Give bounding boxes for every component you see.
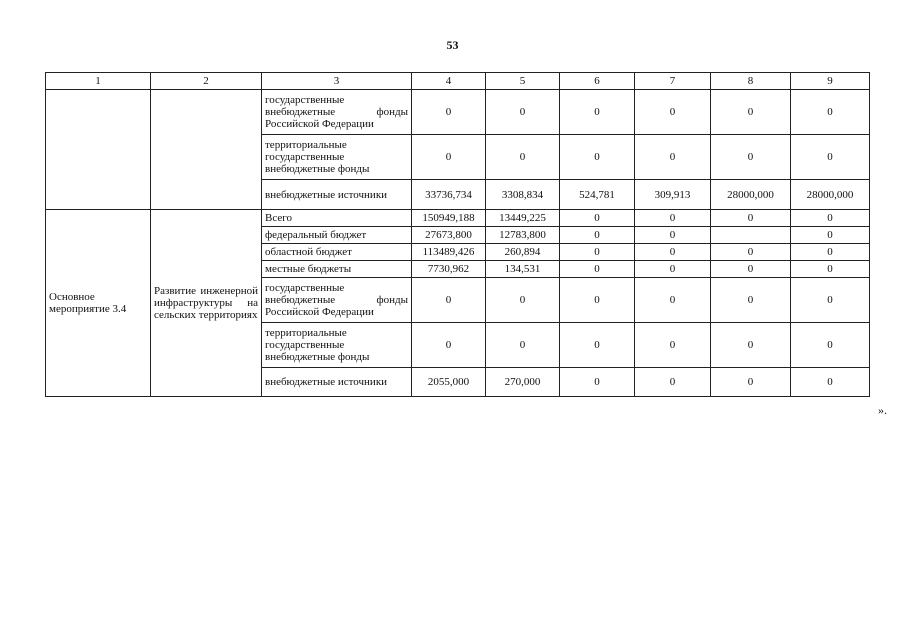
value-cell: 0 (412, 90, 486, 135)
value-cell: 33736,734 (412, 180, 486, 210)
value-cell: 0 (711, 323, 791, 368)
budget-table (45, 72, 870, 397)
funding-source-cell: Всего (262, 210, 412, 227)
value-cell: 0 (486, 278, 560, 323)
value-cell: 0 (560, 90, 635, 135)
header-cell: 4 (412, 73, 486, 90)
funding-source-cell: государственные внебюджетные фонды Российской Федерации (262, 278, 412, 323)
value-cell: 260,894 (486, 244, 560, 261)
value-cell: 524,781 (560, 180, 635, 210)
value-cell: 150949,188 (412, 210, 486, 227)
value-cell: 0 (791, 261, 870, 278)
value-cell: 28000,000 (791, 180, 870, 210)
value-cell: 113489,426 (412, 244, 486, 261)
value-cell: 0 (711, 90, 791, 135)
value-cell: 0 (486, 90, 560, 135)
value-cell: 0 (560, 227, 635, 244)
header-cell: 5 (486, 73, 560, 90)
header-cell: 6 (560, 73, 635, 90)
value-cell: 0 (560, 323, 635, 368)
funding-source-cell: областной бюджет (262, 244, 412, 261)
value-cell: 2055,000 (412, 368, 486, 397)
value-cell: 0 (412, 278, 486, 323)
value-cell: 0 (486, 323, 560, 368)
value-cell: 3308,834 (486, 180, 560, 210)
funding-source-cell: внебюджетные источники (262, 368, 412, 397)
value-cell: 0 (635, 368, 711, 397)
value-cell: 0 (791, 368, 870, 397)
value-cell: 0 (791, 227, 870, 244)
value-cell: 0 (791, 210, 870, 227)
value-cell: 0 (635, 323, 711, 368)
value-cell: 0 (711, 210, 791, 227)
value-cell: 0 (560, 244, 635, 261)
value-cell: 0 (635, 135, 711, 180)
value-cell: 0 (635, 90, 711, 135)
value-cell: 0 (791, 135, 870, 180)
funding-source-cell: внебюджетные источники (262, 180, 412, 210)
funding-source-cell: территориальные государственные внебюджетные фонды (262, 323, 412, 368)
value-cell: 13449,225 (486, 210, 560, 227)
header-cell: 3 (262, 73, 412, 90)
value-cell: 134,531 (486, 261, 560, 278)
value-cell (711, 227, 791, 244)
value-cell: 309,913 (635, 180, 711, 210)
value-cell: 0 (560, 210, 635, 227)
funding-source-cell: государственные внебюджетные фонды Российской Федерации (262, 90, 412, 135)
activity-name-cell: Основное мероприятие 3.4 (46, 210, 151, 397)
header-cell: 2 (151, 73, 262, 90)
page-number: 53 (446, 38, 459, 52)
closing-quote-mark: ». (878, 403, 887, 417)
value-cell: 0 (791, 244, 870, 261)
value-cell: 0 (635, 210, 711, 227)
header-cell: 1 (46, 73, 151, 90)
value-cell: 0 (560, 261, 635, 278)
table-row (46, 90, 870, 135)
value-cell: 0 (560, 368, 635, 397)
value-cell: 0 (791, 278, 870, 323)
funding-source-cell: территориальные государственные внебюджетные фонды (262, 135, 412, 180)
value-cell: 27673,800 (412, 227, 486, 244)
value-cell: 0 (711, 135, 791, 180)
value-cell: 0 (711, 244, 791, 261)
value-cell: 0 (711, 368, 791, 397)
value-cell: 0 (635, 244, 711, 261)
funding-source-cell: местные бюджеты (262, 261, 412, 278)
empty-cell (46, 90, 151, 210)
header-cell: 7 (635, 73, 711, 90)
value-cell: 12783,800 (486, 227, 560, 244)
value-cell: 28000,000 (711, 180, 791, 210)
table-row (46, 210, 870, 227)
value-cell: 0 (711, 278, 791, 323)
value-cell: 0 (791, 323, 870, 368)
header-row (46, 73, 870, 90)
value-cell: 0 (486, 135, 560, 180)
header-cell: 9 (791, 73, 870, 90)
empty-cell (151, 90, 262, 210)
value-cell: 0 (560, 278, 635, 323)
header-cell: 8 (711, 73, 791, 90)
value-cell: 0 (560, 135, 635, 180)
value-cell: 270,000 (486, 368, 560, 397)
value-cell: 0 (791, 90, 870, 135)
value-cell: 0 (711, 261, 791, 278)
funding-source-cell: федеральный бюджет (262, 227, 412, 244)
activity-description-cell: Развитие инженерной инфраструктуры на сельских территориях (151, 210, 262, 397)
value-cell: 7730,962 (412, 261, 486, 278)
value-cell: 0 (412, 135, 486, 180)
value-cell: 0 (635, 227, 711, 244)
value-cell: 0 (635, 278, 711, 323)
value-cell: 0 (412, 323, 486, 368)
value-cell: 0 (635, 261, 711, 278)
